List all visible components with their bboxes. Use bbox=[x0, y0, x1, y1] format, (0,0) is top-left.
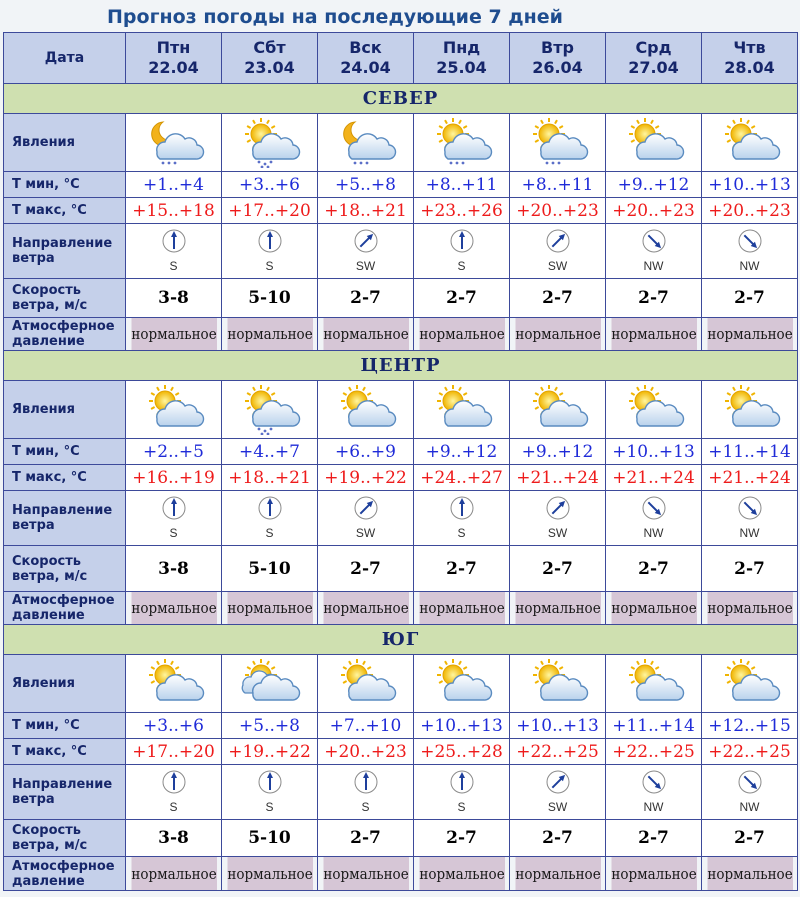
weather-cell bbox=[606, 381, 702, 439]
wind-speed-cell: 2-7 bbox=[318, 546, 414, 592]
day-date: 23.04 bbox=[244, 58, 295, 77]
pressure-cell: нормальное bbox=[226, 857, 312, 891]
wind-compass-icon bbox=[546, 770, 570, 799]
page-title: Прогноз погоды на последующие 7 дней bbox=[107, 6, 563, 28]
pressure-row bbox=[4, 592, 798, 625]
tmax-cell: +17..+20 bbox=[222, 198, 318, 224]
tmax-cell: +21..+24 bbox=[606, 465, 702, 491]
row-label: Т макс, °С bbox=[4, 739, 126, 765]
wind-direction-label: SW bbox=[547, 526, 568, 540]
wind-direction-cell bbox=[126, 491, 222, 546]
day-name: Втр bbox=[541, 38, 574, 57]
tmax-row bbox=[4, 465, 798, 491]
moon-cloud-light-rain-icon bbox=[126, 118, 221, 168]
pressure-cell: нормальное bbox=[514, 857, 600, 891]
wind-direction-label: S bbox=[169, 526, 178, 540]
sun-cloud-icon bbox=[126, 385, 221, 435]
tmin-row bbox=[4, 172, 798, 198]
wind-compass-icon bbox=[642, 770, 666, 799]
wind-direction-cell bbox=[414, 224, 510, 279]
wind-direction-label: S bbox=[265, 800, 274, 814]
wind-speed-cell: 5-10 bbox=[222, 546, 318, 592]
wind-compass-icon bbox=[642, 229, 666, 258]
row-label: Явления bbox=[4, 655, 126, 713]
moon-cloud-light-rain-icon bbox=[318, 118, 413, 168]
weather-cell bbox=[606, 655, 702, 713]
pressure-cell: нормальное bbox=[514, 592, 600, 625]
wind-direction-label: S bbox=[361, 800, 370, 814]
weather-cell bbox=[414, 114, 510, 172]
sun-cloud-light-rain-icon bbox=[414, 118, 509, 168]
weather-cell bbox=[318, 381, 414, 439]
tmin-row bbox=[4, 713, 798, 739]
wind-direction-label: S bbox=[265, 526, 274, 540]
wind-speed-cell: 2-7 bbox=[606, 279, 702, 318]
wind-direction-label: S bbox=[169, 259, 178, 273]
tmax-cell: +22..+25 bbox=[606, 739, 702, 765]
wind-direction-cell bbox=[702, 224, 798, 279]
wind-direction-cell bbox=[318, 491, 414, 546]
row-label: Явления bbox=[4, 114, 126, 172]
tmax-cell: +17..+20 bbox=[126, 739, 222, 765]
phenomena-row bbox=[4, 114, 798, 172]
wind-compass-icon bbox=[738, 229, 762, 258]
sun-cloud-icon bbox=[702, 385, 797, 435]
pressure-cell: нормальное bbox=[226, 318, 312, 351]
weather-cell bbox=[126, 114, 222, 172]
wind-speed-cell: 2-7 bbox=[702, 279, 798, 318]
pressure-cell: нормальное bbox=[322, 857, 408, 891]
wind-speed-cell: 2-7 bbox=[510, 820, 606, 857]
region-name: ЦЕНТР bbox=[4, 351, 798, 381]
tmin-cell: +1..+4 bbox=[126, 172, 222, 198]
tmax-cell: +18..+21 bbox=[318, 198, 414, 224]
tmin-cell: +4..+7 bbox=[222, 439, 318, 465]
pressure-row bbox=[4, 318, 798, 351]
day-name: Вск bbox=[349, 38, 382, 57]
wind-direction-label: NW bbox=[643, 526, 664, 540]
wind-compass-icon bbox=[546, 496, 570, 525]
wind-direction-label: S bbox=[457, 259, 466, 273]
wind-direction-label: NW bbox=[739, 259, 760, 273]
pressure-cell: нормальное bbox=[610, 592, 696, 625]
day-name: Пнд bbox=[442, 38, 481, 57]
tmin-cell: +5..+8 bbox=[222, 713, 318, 739]
tmax-cell: +20..+23 bbox=[606, 198, 702, 224]
wind-compass-icon bbox=[162, 496, 186, 525]
tmin-cell: +10..+13 bbox=[414, 713, 510, 739]
tmin-cell: +10..+13 bbox=[510, 713, 606, 739]
pressure-cell: нормальное bbox=[610, 318, 696, 351]
wind-compass-icon bbox=[354, 770, 378, 799]
wind-direction-cell bbox=[606, 491, 702, 546]
pressure-cell: нормальное bbox=[706, 318, 792, 351]
pressure-row bbox=[4, 857, 798, 891]
weather-cell bbox=[318, 655, 414, 713]
wind-direction-label: S bbox=[457, 526, 466, 540]
tmax-cell: +21..+24 bbox=[702, 465, 798, 491]
wind-compass-icon bbox=[162, 770, 186, 799]
tmax-cell: +20..+23 bbox=[702, 198, 798, 224]
date-header-label: Дата bbox=[4, 33, 126, 84]
wind-direction-label: NW bbox=[643, 259, 664, 273]
tmin-cell: +12..+15 bbox=[702, 713, 798, 739]
row-label: Скорость ветра, м/с bbox=[4, 546, 126, 592]
sun-cloud-icon bbox=[702, 659, 797, 709]
region-row bbox=[4, 84, 798, 114]
wind-speed-cell: 2-7 bbox=[702, 820, 798, 857]
pressure-cell: нормальное bbox=[130, 857, 216, 891]
row-label: Скорость ветра, м/с bbox=[4, 279, 126, 318]
wind-speed-cell: 3-8 bbox=[126, 820, 222, 857]
tmin-cell: +2..+5 bbox=[126, 439, 222, 465]
wind-speed-cell: 2-7 bbox=[414, 820, 510, 857]
tmin-cell: +5..+8 bbox=[318, 172, 414, 198]
tmin-cell: +10..+13 bbox=[606, 439, 702, 465]
row-label: Т макс, °С bbox=[4, 198, 126, 224]
wind-compass-icon bbox=[354, 496, 378, 525]
wind-direction-cell bbox=[126, 765, 222, 820]
tmax-cell: +18..+21 bbox=[222, 465, 318, 491]
weather-cell bbox=[510, 114, 606, 172]
day-name: Птн bbox=[156, 38, 191, 57]
wind-compass-icon bbox=[450, 229, 474, 258]
day-name: Сбт bbox=[253, 38, 286, 57]
sun-cloud-icon bbox=[126, 659, 221, 709]
wind-direction-label: NW bbox=[739, 800, 760, 814]
wind-compass-icon bbox=[258, 770, 282, 799]
day-date: 28.04 bbox=[724, 58, 775, 77]
weather-cell bbox=[126, 381, 222, 439]
wind-speed-cell: 2-7 bbox=[414, 279, 510, 318]
row-label: Направление ветра bbox=[4, 765, 126, 820]
sun-cloud-icon bbox=[606, 118, 701, 168]
row-label: Атмосферное давление bbox=[4, 318, 126, 351]
weather-cell bbox=[414, 381, 510, 439]
tmax-cell: +19..+22 bbox=[318, 465, 414, 491]
wind-compass-icon bbox=[258, 496, 282, 525]
header-row bbox=[4, 33, 798, 84]
tmax-cell: +16..+19 bbox=[126, 465, 222, 491]
wind-speed-cell: 2-7 bbox=[510, 546, 606, 592]
weather-cell bbox=[510, 381, 606, 439]
day-date: 24.04 bbox=[340, 58, 391, 77]
weather-cell bbox=[702, 381, 798, 439]
tmin-cell: +11..+14 bbox=[606, 713, 702, 739]
wind-direction-label: S bbox=[457, 800, 466, 814]
pressure-cell: нормальное bbox=[706, 592, 792, 625]
wind-direction-label: S bbox=[265, 259, 274, 273]
weather-cell bbox=[222, 655, 318, 713]
wind-direction-cell bbox=[510, 491, 606, 546]
tmin-cell: +8..+11 bbox=[510, 172, 606, 198]
tmax-cell: +25..+28 bbox=[414, 739, 510, 765]
row-label: Направление ветра bbox=[4, 491, 126, 546]
tmin-cell: +9..+12 bbox=[510, 439, 606, 465]
pressure-cell: нормальное bbox=[322, 592, 408, 625]
tmin-cell: +7..+10 bbox=[318, 713, 414, 739]
wind-speed-row bbox=[4, 546, 798, 592]
wind-direction-cell bbox=[318, 224, 414, 279]
tmin-cell: +8..+11 bbox=[414, 172, 510, 198]
weather-cell bbox=[510, 655, 606, 713]
sun-clouds-icon bbox=[222, 659, 317, 709]
wind-direction-row bbox=[4, 224, 798, 279]
weather-cell bbox=[222, 381, 318, 439]
sun-cloud-icon bbox=[510, 385, 605, 435]
region-row bbox=[4, 351, 798, 381]
pressure-cell: нормальное bbox=[418, 318, 504, 351]
weather-cell bbox=[702, 655, 798, 713]
day-header bbox=[222, 33, 318, 84]
wind-compass-icon bbox=[354, 229, 378, 258]
weather-cell bbox=[606, 114, 702, 172]
wind-direction-cell bbox=[702, 491, 798, 546]
wind-direction-label: NW bbox=[739, 526, 760, 540]
pressure-cell: нормальное bbox=[514, 318, 600, 351]
pressure-cell: нормальное bbox=[226, 592, 312, 625]
tmax-cell: +24..+27 bbox=[414, 465, 510, 491]
wind-direction-row bbox=[4, 491, 798, 546]
day-name: Срд bbox=[635, 38, 672, 57]
region-row bbox=[4, 625, 798, 655]
sun-cloud-icon bbox=[606, 659, 701, 709]
day-date: 22.04 bbox=[148, 58, 199, 77]
sun-cloud-rain-icon bbox=[222, 118, 317, 168]
row-label: Явления bbox=[4, 381, 126, 439]
wind-direction-row bbox=[4, 765, 798, 820]
wind-compass-icon bbox=[642, 496, 666, 525]
day-header bbox=[414, 33, 510, 84]
sun-cloud-icon bbox=[414, 659, 509, 709]
wind-compass-icon bbox=[738, 770, 762, 799]
pressure-cell: нормальное bbox=[706, 857, 792, 891]
wind-direction-cell bbox=[126, 224, 222, 279]
wind-compass-icon bbox=[450, 770, 474, 799]
row-label: Т мин, °С bbox=[4, 172, 126, 198]
row-label: Т макс, °С bbox=[4, 465, 126, 491]
day-header bbox=[510, 33, 606, 84]
wind-speed-cell: 3-8 bbox=[126, 546, 222, 592]
wind-direction-cell bbox=[222, 491, 318, 546]
wind-direction-cell bbox=[318, 765, 414, 820]
wind-direction-cell bbox=[222, 765, 318, 820]
wind-speed-cell: 5-10 bbox=[222, 820, 318, 857]
wind-speed-cell: 2-7 bbox=[606, 546, 702, 592]
sun-cloud-rain-icon bbox=[222, 385, 317, 435]
row-label: Т мин, °С bbox=[4, 439, 126, 465]
weather-cell bbox=[318, 114, 414, 172]
wind-direction-label: NW bbox=[643, 800, 664, 814]
wind-speed-cell: 2-7 bbox=[414, 546, 510, 592]
wind-compass-icon bbox=[450, 496, 474, 525]
tmin-cell: +11..+14 bbox=[702, 439, 798, 465]
day-header bbox=[702, 33, 798, 84]
tmax-cell: +15..+18 bbox=[126, 198, 222, 224]
region-name: ЮГ bbox=[4, 625, 798, 655]
tmin-cell: +3..+6 bbox=[222, 172, 318, 198]
tmax-row bbox=[4, 739, 798, 765]
wind-direction-cell bbox=[606, 224, 702, 279]
weather-cell bbox=[702, 114, 798, 172]
row-label: Атмосферное давление bbox=[4, 592, 126, 625]
sun-cloud-icon bbox=[702, 118, 797, 168]
wind-speed-row bbox=[4, 279, 798, 318]
tmax-cell: +19..+22 bbox=[222, 739, 318, 765]
row-label: Скорость ветра, м/с bbox=[4, 820, 126, 857]
pressure-cell: нормальное bbox=[418, 592, 504, 625]
weather-cell bbox=[126, 655, 222, 713]
region-name: СЕВЕР bbox=[4, 84, 798, 114]
tmax-cell: +22..+25 bbox=[510, 739, 606, 765]
day-name: Чтв bbox=[733, 38, 766, 57]
pressure-cell: нормальное bbox=[610, 857, 696, 891]
wind-direction-cell bbox=[606, 765, 702, 820]
pressure-cell: нормальное bbox=[418, 857, 504, 891]
wind-speed-cell: 3-8 bbox=[126, 279, 222, 318]
tmax-cell: +22..+25 bbox=[702, 739, 798, 765]
row-label: Т мин, °С bbox=[4, 713, 126, 739]
day-header bbox=[318, 33, 414, 84]
weather-cell bbox=[414, 655, 510, 713]
pressure-cell: нормальное bbox=[130, 592, 216, 625]
day-header bbox=[606, 33, 702, 84]
wind-direction-label: SW bbox=[547, 259, 568, 273]
weather-cell bbox=[222, 114, 318, 172]
day-date: 26.04 bbox=[532, 58, 583, 77]
tmin-cell: +3..+6 bbox=[126, 713, 222, 739]
wind-compass-icon bbox=[546, 229, 570, 258]
tmin-cell: +10..+13 bbox=[702, 172, 798, 198]
wind-direction-cell bbox=[702, 765, 798, 820]
wind-direction-cell bbox=[510, 765, 606, 820]
day-date: 25.04 bbox=[436, 58, 487, 77]
tmax-cell: +20..+23 bbox=[318, 739, 414, 765]
wind-direction-label: SW bbox=[355, 526, 376, 540]
wind-direction-cell bbox=[222, 224, 318, 279]
wind-direction-label: SW bbox=[355, 259, 376, 273]
day-header bbox=[126, 33, 222, 84]
tmin-cell: +9..+12 bbox=[414, 439, 510, 465]
phenomena-row bbox=[4, 381, 798, 439]
wind-speed-cell: 2-7 bbox=[318, 279, 414, 318]
sun-cloud-light-rain-icon bbox=[510, 118, 605, 168]
wind-direction-cell bbox=[414, 491, 510, 546]
tmax-cell: +21..+24 bbox=[510, 465, 606, 491]
wind-speed-cell: 2-7 bbox=[606, 820, 702, 857]
wind-speed-cell: 2-7 bbox=[702, 546, 798, 592]
wind-speed-cell: 2-7 bbox=[318, 820, 414, 857]
wind-direction-label: S bbox=[169, 800, 178, 814]
row-label: Атмосферное давление bbox=[4, 857, 126, 891]
wind-compass-icon bbox=[162, 229, 186, 258]
tmin-cell: +6..+9 bbox=[318, 439, 414, 465]
tmax-row bbox=[4, 198, 798, 224]
wind-compass-icon bbox=[258, 229, 282, 258]
row-label: Направление ветра bbox=[4, 224, 126, 279]
pressure-cell: нормальное bbox=[322, 318, 408, 351]
sun-cloud-icon bbox=[318, 385, 413, 435]
tmax-cell: +23..+26 bbox=[414, 198, 510, 224]
tmax-cell: +20..+23 bbox=[510, 198, 606, 224]
wind-speed-cell: 5-10 bbox=[222, 279, 318, 318]
sun-cloud-icon bbox=[606, 385, 701, 435]
wind-direction-label: SW bbox=[547, 800, 568, 814]
tmin-cell: +9..+12 bbox=[606, 172, 702, 198]
sun-cloud-icon bbox=[510, 659, 605, 709]
wind-compass-icon bbox=[738, 496, 762, 525]
sun-cloud-icon bbox=[414, 385, 509, 435]
tmin-row bbox=[4, 439, 798, 465]
day-date: 27.04 bbox=[628, 58, 679, 77]
wind-speed-row bbox=[4, 820, 798, 857]
wind-direction-cell bbox=[510, 224, 606, 279]
wind-speed-cell: 2-7 bbox=[510, 279, 606, 318]
phenomena-row bbox=[4, 655, 798, 713]
wind-direction-cell bbox=[414, 765, 510, 820]
forecast-table bbox=[3, 32, 798, 891]
pressure-cell: нормальное bbox=[130, 318, 216, 351]
sun-cloud-icon bbox=[318, 659, 413, 709]
